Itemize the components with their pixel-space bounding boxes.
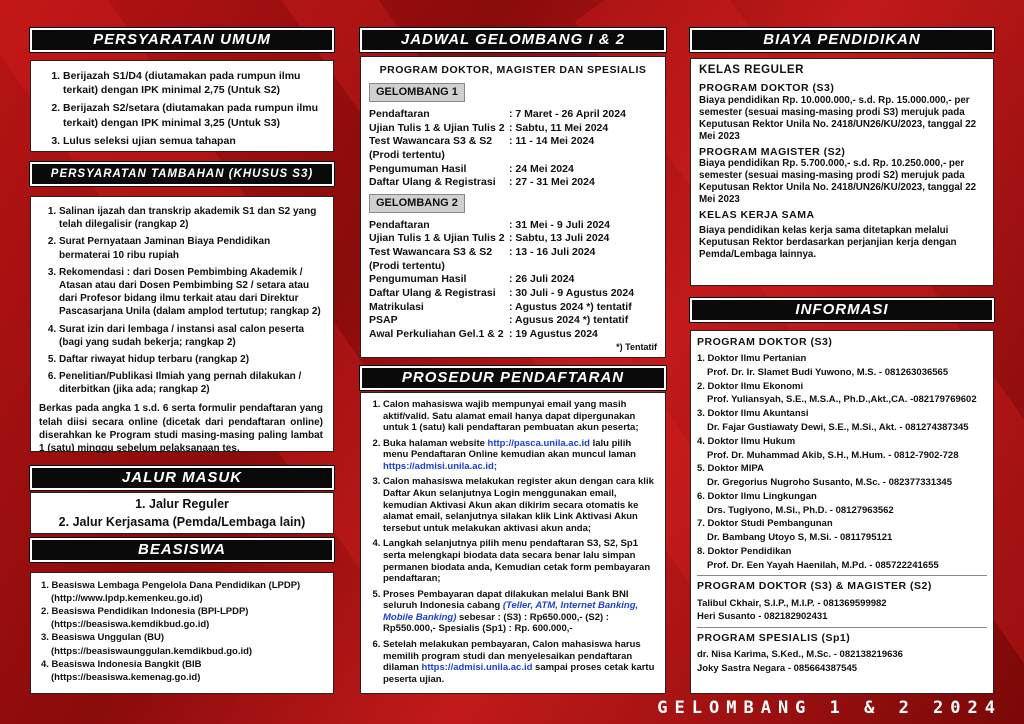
schedule-row: Daftar Ulang & Registrasi : 30 Juli - 9 Agustus 2024 [369, 286, 635, 299]
persyaratan-tambahan-header: PERSYARATAN TAMBAHAN (KHUSUS S3) [30, 162, 334, 186]
biaya-s3-text: Biaya pendidikan Rp. 10.000.000,- s.d. Rp. 15.000.000,- per semester (sesuai masing-masing prodi S3) merujuk pada Keputusan Rektor Unila No. 2418/UN26/KU/2023, tanggal 22 Mei 2023 [699, 94, 977, 142]
contact-item: Talibul Ckhair, S.I.P., M.I.P. - 081369599982 [697, 597, 887, 609]
doktor-item: 4. Doktor Ilmu Hukum Prof. Dr. Muhammad Akib, S.H., M.Hum. - 0812-7902-728 [697, 435, 959, 461]
schedule-row: PSAP : Agusus 2024 *) tentatif [369, 314, 629, 327]
jalur-item: 2. Jalur Kerjasama (Pemda/Lembaga lain) [58, 514, 306, 529]
list-item: 3. Lulus seleksi ujian semua tahapan [63, 134, 323, 148]
gelombang-1-label: GELOMBANG 1 [369, 83, 465, 102]
pasca-link[interactable]: http://pasca.unila.ac.id [487, 437, 590, 449]
beasiswa-header: BEASISWA [30, 538, 334, 562]
bank-channels: (Teller, ATM, Internet Banking, Mobile Banking) [383, 600, 639, 623]
informasi-header: INFORMASI [690, 298, 994, 322]
gelombang-2-table [369, 219, 657, 342]
list-item: 6. Penelitian/Publikasi Ilmiah yang pernah dilakukan / diterbitkan (jika ada; rangkap 2) [59, 370, 323, 396]
schedule-row: Matrikulasi : Agustus 2024 *) tentatif [369, 300, 632, 313]
step-5: 5. Proses Pembayaran dapat dilakukan melalui Bank BNI seluruh Indonesia cabang (Teller, ATM, Internet Banking, Mobile Banking) sebesar : (S3) : Rp650.000,- (S2) : Rp550.000,- Spesialis (Sp1) : Rp. 600.000,- [383, 589, 657, 635]
list-item: 2. Berijazah S2/setara (diutamakan pada rumpun ilmu terkait) dengan IPK minimal 3,25 (Untuk S3) [63, 101, 323, 129]
list-item: 2. Beasiswa Pendidikan Indonesia (BPI-LPDP) (https://beasiswa.kemdikbud.go.id) [41, 605, 323, 631]
beasiswa-card [30, 572, 334, 694]
jalur-masuk-header: JALUR MASUK [30, 466, 334, 490]
list-item: 3. Beasiswa Unggulan (BU) (https://beasiswaunggulan.kemdikbud.go.id) [41, 631, 323, 657]
list-item: 5. Daftar riwayat hidup terbaru (rangkap 2) [59, 353, 323, 366]
biaya-card [690, 58, 994, 286]
beasiswa-link[interactable]: (https://beasiswaunggulan.kemdikbud.go.id) [51, 645, 253, 657]
schedule-row: Awal Perkuliahan Gel.1 & 2 : 19 Agustus 2024 [369, 327, 598, 340]
footer-banner: GELOMBANG 1 & 2 2024 [657, 698, 1002, 718]
info-sp-title: PROGRAM SPESIALIS (Sp1) [697, 632, 851, 645]
beasiswa-link[interactable]: (https://beasiswa.kemenag.go.id) [51, 671, 201, 683]
program-magister-title: PROGRAM MAGISTER (S2) [699, 145, 846, 158]
admisi-link-2[interactable]: https://admisi.unila.ac.id [421, 662, 533, 674]
schedule-row: Daftar Ulang & Registrasi : 27 - 31 Mei 2024 [369, 176, 595, 189]
jalur-masuk-card [30, 492, 334, 534]
list-item: 1. Berijazah S1/D4 (diutamakan pada rumpun ilmu terkait) dengan IPK minimal 2,75 (Untuk S2) [63, 69, 323, 97]
program-doktor-title: PROGRAM DOKTOR (S3) [699, 82, 835, 95]
biaya-ks-text: Biaya pendidikan kelas kerja sama ditetapkan melalui Keputusan Rektor berdasarkan perjanjian kerja dengan Pemda/Lembaga lainnya. [699, 224, 957, 260]
step-3: 3. Calon mahasiswa melakukan register akun dengan cara klik Daftar Akun selanjutnya Login menggunakan email, kemudian Aktivasi Akun akan dikirim secara otomatis ke alamat email, selanjutnya silakan klik Link Aktivasi Akun tersebut untuk melakukan aktivasi akun anda; [383, 476, 657, 534]
list-item: 4. Surat izin dari lembaga / instansi asal calon peserta (bagi yang sudah bekerja; rangkap 2) [59, 323, 323, 349]
prosedur-header: PROSEDUR PENDAFTARAN [360, 366, 666, 390]
schedule-row: Ujian Tulis 1 & Ujian Tulis 2 : Sabtu, 13 Juli 2024 [369, 232, 610, 245]
gelombang-1-table [369, 108, 657, 190]
gelombang-2-label: GELOMBANG 2 [369, 194, 465, 213]
persyaratan-umum-card [30, 60, 334, 152]
list-item: 4. Beasiswa Indonesia Bangkit (BIB (https://beasiswa.kemenag.go.id) [41, 658, 323, 684]
list-item: 1. Salinan ijazah dan transkrip akademik S1 dan S2 yang telah dilegalisir (rangkap 2) [59, 205, 323, 231]
doktor-item: 2. Doktor Ilmu Ekonomi Prof. Yuliansyah, S.E., M.S.A., Ph.D.,Akt.,CA. -082179769602 [697, 380, 977, 406]
schedule-row: Pengumuman Hasil : 26 Juli 2024 [369, 273, 575, 286]
tentatif-note: *) Tentatif [616, 342, 657, 353]
schedule-row: Test Wawancara S3 & S2 (Prodi tertentu) : 11 - 14 Mei 2024 [369, 135, 595, 161]
jadwal-header: JADWAL GELOMBANG I & 2 [360, 28, 666, 52]
contact-item: Joky Sastra Negara - 085664387545 [697, 663, 858, 675]
step-1: 1. Calon mahasiswa wajib mempunyai email yang masih aktif/valid. Satu alamat email hanya dapat dipergunakan untuk 1 (satu) kali pendaftaran pembuatan akun peserta; [383, 399, 657, 434]
doktor-list [697, 352, 987, 572]
persyaratan-note: Berkas pada angka 1 s.d. 6 serta formulir pendaftaran yang telah diisi secara online (dicetak dari pendaftaran online) diserahkan ke Program studi masing-masing paling lambat 1 (satu) minggu sebelum pelaksanaan tes. [39, 403, 323, 454]
contact-item: Heri Susanto - 082182902431 [697, 611, 828, 623]
info-dm-title: PROGRAM DOKTOR (S3) & MAGISTER (S2) [697, 580, 932, 593]
admisi-link[interactable]: https://admisi.unila.ac.id; [383, 460, 498, 472]
doktor-item: 5. Doktor MIPA Dr. Gregorius Nugroho Susanto, M.Sc. - 082377331345 [697, 463, 952, 489]
schedule-row: Test Wawancara S3 & S2 (Prodi tertentu) : 13 - 16 Juli 2024 [369, 245, 596, 272]
jalur-item: 1. Jalur Reguler [135, 497, 229, 511]
beasiswa-link[interactable]: (https://beasiswa.kemdikbud.go.id) [51, 619, 210, 631]
informasi-card [690, 330, 994, 694]
persyaratan-umum-header: PERSYARATAN UMUM [30, 28, 334, 52]
step-2: 2. Buka halaman website http://pasca.unila.ac.id lalu pilih menu Pendaftaran Online kemudian akan muncul laman https://admisi.unila.ac.id; [383, 438, 657, 473]
step-6: 6. Setelah melakukan pembayaran, Calon mahasiswa harus memilih program studi dan menyelesaikan pendaftaran dilaman https://admisi.unila.ac.id sampai proses cetak kartu peserta ujian. [383, 639, 657, 685]
doktor-item: 8. Doktor Pendidikan Prof. Dr. Een Yayah Haenilah, M.Pd. - 085722241655 [697, 545, 939, 571]
contact-item: dr. Nisa Karima, S.Ked., M.Sc. - 082138219636 [697, 649, 903, 661]
persyaratan-tambahan-card [30, 196, 334, 452]
step-4: 4. Langkah selanjutnya pilih menu pendaftaran S3, S2, Sp1 serta melengkapi biodata data secara benar lalu simpan permanen biodata anda, Kemudian cetak form pembayaran pendaftaran; [383, 538, 657, 584]
list-item: 3. Rekomendasi : dari Dosen Pembimbing Akademik / Atasan atau dari Dosen Pembimbing S2 / setara atau dari Profesor bidang ilmu terkait atau dari Direktur Pascasarjana Unila (dalam amplod tertutup; rangkap 2) [59, 266, 323, 319]
schedule-row: Pendaftaran : 31 Mei - 9 Juli 2024 [369, 218, 610, 231]
doktor-item: 1. Doktor Ilmu Pertanian Prof. Dr. Ir. Slamet Budi Yuwono, M.S. - 081263036565 [697, 353, 949, 378]
doktor-item: 7. Doktor Studi Pembangunan Dr. Bambang Utoyo S, M.Si. - 0811795121 [697, 518, 893, 544]
list-item: 2. Surat Pernyataan Jaminan Biaya Pendidikan bermaterai 10 ribu rupiah [59, 235, 323, 261]
kelas-reguler-title: KELAS REGULER [699, 64, 804, 76]
beasiswa-link[interactable]: (http://www.lpdp.kemenkeu.go.id) [51, 593, 203, 605]
list-item: 1. Beasiswa Lembaga Pengelola Dana Pendidikan (LPDP) (http://www.lpdp.kemenkeu.go.id) [41, 579, 323, 605]
doktor-item: 6. Doktor Ilmu Lingkungan Drs. Tugiyono, M.Si., Ph.D. - 08127963562 [697, 490, 894, 516]
jadwal-card [360, 56, 666, 358]
schedule-row: Pengumuman Hasil : 24 Mei 2024 [369, 162, 574, 175]
kelas-kerja-sama-title: KELAS KERJA SAMA [699, 209, 815, 222]
schedule-row: Pendaftaran : 7 Maret - 26 April 2024 [369, 108, 626, 121]
biaya-s2-text: Biaya pendidikan Rp. 5.700.000,- s.d. Rp. 10.250.000,- per semester (sesuai masing-masing prodi S2) merujuk pada Keputusan Rektor Unila No. 2418/UN26/KU/2023, tanggal 22 Mei 2023 [699, 158, 977, 206]
prosedur-card [360, 392, 666, 694]
jadwal-subtitle: PROGRAM DOKTOR, MAGISTER DAN SPESIALIS [379, 64, 647, 76]
biaya-header: BIAYA PENDIDIKAN [690, 28, 994, 52]
info-doktor-title: PROGRAM DOKTOR (S3) [697, 336, 833, 348]
doktor-item: 3. Doktor Ilmu Akuntansi Dr. Fajar Gustiawaty Dewi, S.E., M.Si., Akt. - 081274387345 [697, 408, 969, 433]
schedule-row: Ujian Tulis 1 & Ujian Tulis 2 : Sabtu, 11 Mei 2024 [369, 121, 609, 134]
